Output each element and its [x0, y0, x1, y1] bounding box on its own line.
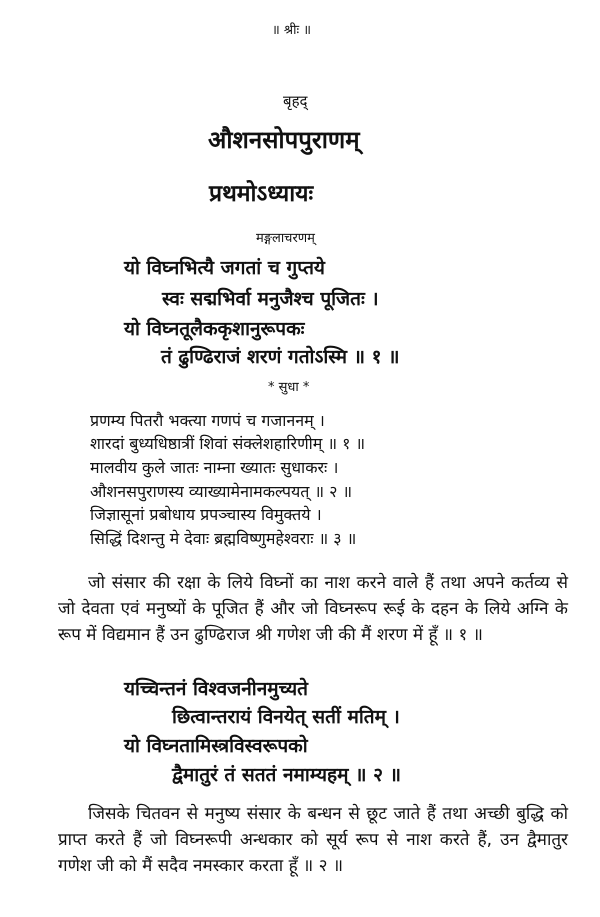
prose-paragraph-2: जिसके चितवन से मनुष्य संसार के बन्धन से छूट जाते हैं तथा अच्छी बुद्धि को प्राप्त करते हैं जो विघ्नरूपी अन्धकार को सूर्य रूप से नाश करते हैं, उन द्वैमातुर गणेश जी को मैं सदैव नमस्कार करता हूँ ॥ २ ॥	[58, 804, 568, 876]
verse2-line-1: यच्चिन्तनं विश्वजनीनमुच्यते	[124, 678, 308, 700]
sudha-line-6: सिद्धिं दिशन्तु मे देवाः ब्रह्मविष्णुमहेश्वराः ॥ ३ ॥	[90, 529, 357, 548]
page-title: औशनसोपपुराणम्	[208, 126, 360, 154]
verse2-line-3: यो विघ्नतामिस्त्रविस्वरूपको	[124, 735, 308, 757]
mangala-line-4: तं ढुण्ढिराजं शरणं गतोऽस्मि ॥ १ ॥	[161, 346, 400, 368]
prose-paragraph-1: जो संसार की रक्षा के लिये विघ्नों का नाश करने वाले हैं तथा अपने कर्तव्य से जो देवता एवं मनुष्यों के पूजित हैं और जो विघ्नरूप रूई के दहन के लिये अग्नि के रूप में विद्यमान हैं उन ढुण्ढिराज श्री गणेश जी की मैं शरण में हूँ ॥ १ ॥	[58, 573, 568, 645]
sudha-line-4: औशनसपुराणस्य व्याख्यामेनामकल्पयत् ॥ २ ॥	[90, 482, 353, 501]
mangala-line-2: स्वः सद्मभिर्वा मनुजैश्च पूजितः ।	[162, 288, 379, 310]
mangala-label: मङ्गलाचरणम्	[256, 231, 315, 246]
chapter-heading: प्रथमोऽध्यायः	[209, 181, 314, 207]
sudha-line-1: प्रणम्य पितरौ भक्त्या गणपं च गजाननम् ।	[90, 411, 325, 430]
pre-title: बृहद्	[283, 92, 308, 110]
sudha-line-5: जिज्ञासूनां प्रबोधाय प्रपञ्चास्य विमुक्तये ।	[90, 505, 322, 524]
mangala-line-3: यो विघ्नतूलैककृशानुरूपकः	[124, 318, 305, 340]
invocation-header: ॥ श्रीः ॥	[272, 23, 312, 38]
verse2-line-4: द्वैमातुरं तं सततं नमाम्यहम् ॥ २ ॥	[172, 764, 401, 786]
sudha-line-2: शारदां बुध्यधिष्ठात्रीं शिवां संक्लेशहारिणीम् ॥ १ ॥	[90, 434, 366, 453]
mangala-line-1: यो विघ्नभित्यै जगतां च गुप्तये	[124, 257, 325, 279]
sudha-line-3: मालवीय कुले जातः नाम्ना ख्यातः सुधाकरः ।	[90, 458, 339, 477]
verse2-line-2: छित्वान्तरायं विनयेत् सतीं मतिम् ।	[172, 706, 400, 728]
sudha-label: * सुधा *	[268, 380, 310, 395]
